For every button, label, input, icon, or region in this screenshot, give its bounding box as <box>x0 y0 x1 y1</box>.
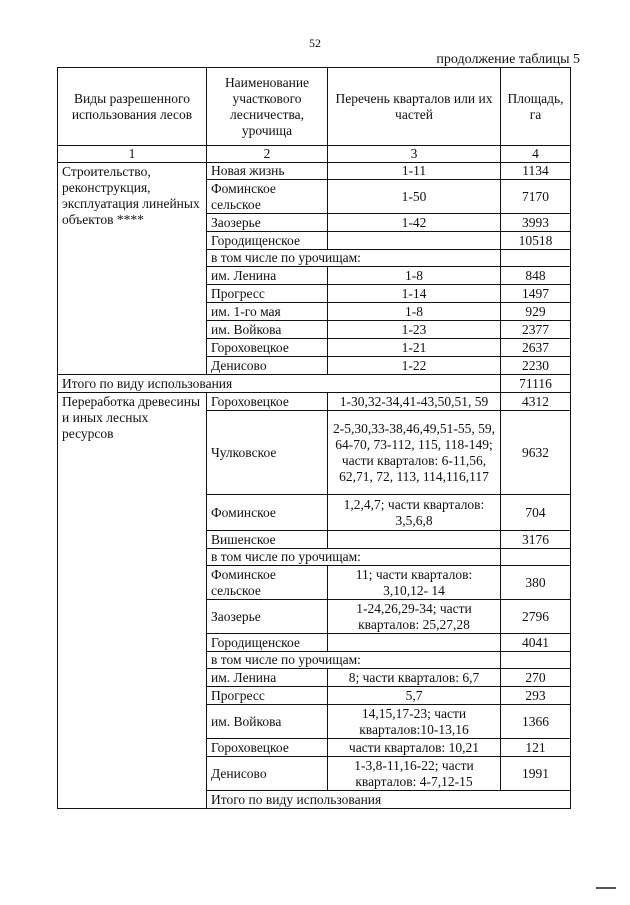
forestry-name: Фоминское <box>207 495 328 531</box>
quarters-cell: части кварталов: 10,21 <box>328 739 501 757</box>
total-label: Итого по виду использования <box>58 375 501 393</box>
tract-name: Прогресс <box>207 687 328 705</box>
header-usage-kind: Виды разрешенного использования лесов <box>58 68 207 146</box>
area-cell: 929 <box>501 303 571 321</box>
header-quarters: Перечень кварталов или их частей <box>328 68 501 146</box>
column-number: 3 <box>328 146 501 163</box>
tract-name: им. Ленина <box>207 267 328 285</box>
forestry-name: Чулковское <box>207 411 328 495</box>
forestry-name: Гороховецкое <box>207 393 328 411</box>
total-value: 71116 <box>501 375 571 393</box>
area-cell: 1134 <box>501 163 571 180</box>
quarters-cell: 1-21 <box>328 339 501 357</box>
column-number: 4 <box>501 146 571 163</box>
area-cell: 9632 <box>501 411 571 495</box>
area-cell: 848 <box>501 267 571 285</box>
quarters-cell: 1-42 <box>328 214 501 232</box>
quarters-cell: 2-5,30,33-38,46,49,51-55, 59, 64-70, 73-112, 115, 118-149; части кварталов: 6-11,56, 62,71, 72, 113, 114,116,117 <box>328 411 501 495</box>
forestry-name: Заозерье <box>207 214 328 232</box>
area-cell: 121 <box>501 739 571 757</box>
quarters-cell: 14,15,17-23; части кварталов:10-13,16 <box>328 705 501 739</box>
quarters-cell: 1-50 <box>328 180 501 214</box>
forestry-name: Фоминское сельское <box>207 180 328 214</box>
area-cell: 293 <box>501 687 571 705</box>
quarters-cell <box>328 531 501 549</box>
tract-name: Заозерье <box>207 600 328 634</box>
table-continuation-label: продолжение таблицы 5 <box>436 52 580 67</box>
column-number: 1 <box>58 146 207 163</box>
tract-name: им. Войкова <box>207 705 328 739</box>
area-cell: 1497 <box>501 285 571 303</box>
quarters-cell: 11; части кварталов: 3,10,12- 14 <box>328 566 501 600</box>
area-cell: 3993 <box>501 214 571 232</box>
forest-use-table <box>57 67 571 809</box>
area-cell: 1366 <box>501 705 571 739</box>
quarters-cell: 1-14 <box>328 285 501 303</box>
column-numbers-row <box>58 146 571 163</box>
quarters-cell: 1-8 <box>328 267 501 285</box>
area-cell: 2377 <box>501 321 571 339</box>
tract-name: Денисово <box>207 757 328 791</box>
column-number: 2 <box>207 146 328 163</box>
total-row <box>58 375 571 393</box>
forestry-name: Новая жизнь <box>207 163 328 180</box>
area-cell: 2796 <box>501 600 571 634</box>
including-label: в том числе по урочищам: <box>207 549 501 566</box>
tract-name: им. Войкова <box>207 321 328 339</box>
quarters-cell: 5,7 <box>328 687 501 705</box>
area-cell: 1991 <box>501 757 571 791</box>
total-label: Итого по виду использования <box>207 791 571 809</box>
usage-kind-cell: Строительство, реконструкция, эксплуатация линейных объектов **** <box>58 163 207 375</box>
tract-name: Денисово <box>207 357 328 375</box>
area-cell: 7170 <box>501 180 571 214</box>
table-row <box>58 163 571 180</box>
area-cell <box>501 549 571 566</box>
tract-name: Гороховецкое <box>207 339 328 357</box>
area-cell: 4041 <box>501 634 571 652</box>
quarters-cell: 1-22 <box>328 357 501 375</box>
header-row <box>58 68 571 146</box>
tract-name: Гороховецкое <box>207 739 328 757</box>
usage-kind-cell: Переработка древесины и иных лесных ресурсов <box>58 393 207 809</box>
quarters-cell: 1-8 <box>328 303 501 321</box>
area-cell: 4312 <box>501 393 571 411</box>
quarters-cell: 1-3,8-11,16-22; части кварталов: 4-7,12-15 <box>328 757 501 791</box>
tract-name: Прогресс <box>207 285 328 303</box>
quarters-cell: 1-30,32-34,41-43,50,51, 59 <box>328 393 501 411</box>
area-cell: 704 <box>501 495 571 531</box>
area-cell: 2637 <box>501 339 571 357</box>
forestry-name: Городищенское <box>207 634 328 652</box>
forestry-name: Городищенское <box>207 232 328 250</box>
area-cell <box>501 652 571 669</box>
including-label: в том числе по урочищам: <box>207 652 501 669</box>
tract-name: им. 1-го мая <box>207 303 328 321</box>
quarters-cell <box>328 634 501 652</box>
area-cell: 380 <box>501 566 571 600</box>
tract-name: им. Ленина <box>207 669 328 687</box>
area-cell: 2230 <box>501 357 571 375</box>
area-cell: 270 <box>501 669 571 687</box>
including-label: в том числе по урочищам: <box>207 250 501 267</box>
tract-name: Фоминское сельское <box>207 566 328 600</box>
quarters-cell: 1-23 <box>328 321 501 339</box>
page-number: 52 <box>309 36 321 50</box>
header-forestry-name: Наименование участкового лесничества, урочища <box>207 68 328 146</box>
area-cell: 3176 <box>501 531 571 549</box>
scan-corner-mark <box>596 887 616 899</box>
quarters-cell: 1,2,4,7; части кварталов: 3,5,6,8 <box>328 495 501 531</box>
quarters-cell: 1-11 <box>328 163 501 180</box>
quarters-cell: 8; части кварталов: 6,7 <box>328 669 501 687</box>
quarters-cell <box>328 232 501 250</box>
area-cell: 10518 <box>501 232 571 250</box>
table-row <box>58 393 571 411</box>
header-area: Площадь, га <box>501 68 571 146</box>
area-cell <box>501 250 571 267</box>
forestry-name: Вишенское <box>207 531 328 549</box>
quarters-cell: 1-24,26,29-34; части кварталов: 25,27,28 <box>328 600 501 634</box>
